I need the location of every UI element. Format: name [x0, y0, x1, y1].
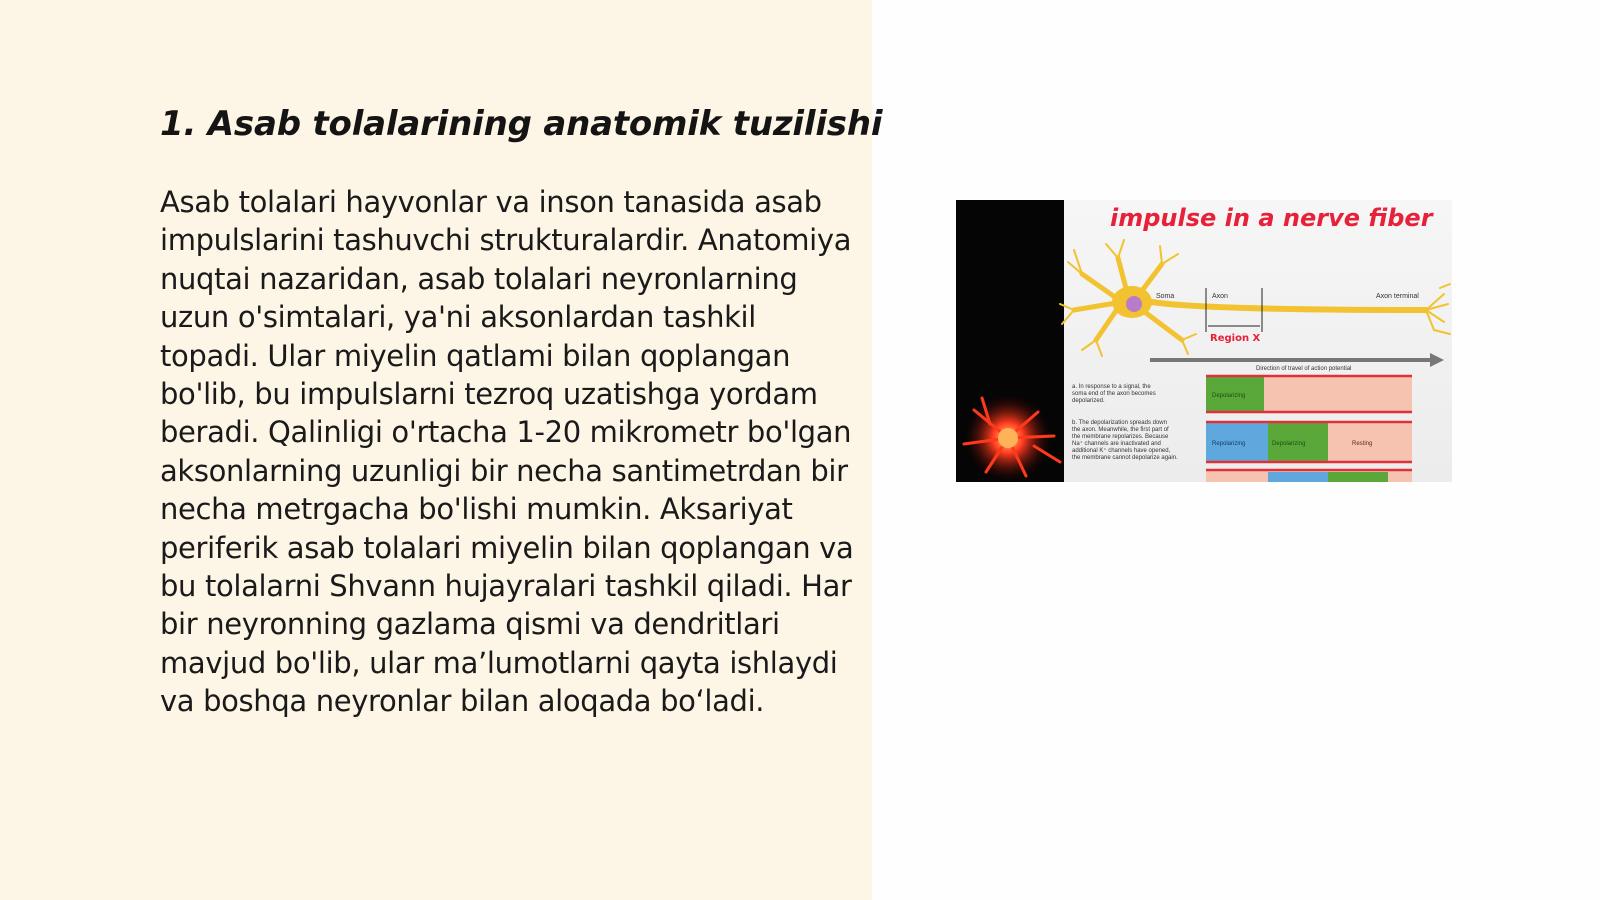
- label-region-x: Region X: [1210, 333, 1261, 344]
- neuron-nucleus: [1126, 296, 1142, 312]
- membrane-strip-c: [1206, 470, 1412, 482]
- nerve-impulse-figure: [956, 200, 1452, 482]
- state-depolarizing-a: Depolarizing: [1212, 393, 1246, 399]
- label-axon-terminal: Axon terminal: [1376, 293, 1419, 300]
- svg-text:the membrane repolarizes. Beca: the membrane repolarizes. Because: [1072, 434, 1169, 440]
- svg-text:b. The depolarization spreads: b. The depolarization spreads down: [1072, 420, 1167, 426]
- slide-body-text: Asab tolalari hayvonlar va inson tanasida asab impulslarini tashuvchi strukturalardir. Anatomiya nuqtai nazaridan, asab tolalari neyronlarning uzun o'simtalari, ya'ni aksonlardan tashkil topadi. Ular miyelin qatlami bilan qoplangan bo'lib, bu impulslarni tezroq uzatishga yordam beradi. Qalinligi o'rtacha 1-20 mikrometr bo'lgan aksonlarning uzunligi bir necha santimetrdan bir necha metrgacha bo'lishi mumkin. Aksariyat periferik asab tolalari miyelin bilan qoplangan va bu tolalarni Shvann hujayralari tashkil qiladi. Har bir neyronning gazlama qismi va dendritlari mavjud bo'lib, ular ma’lumotlarni qayta ishlaydi va boshqa neyronlar bilan aloqada bo‘ladi.: [160, 185, 854, 719]
- state-resting-b: Resting: [1352, 441, 1373, 447]
- label-soma: Soma: [1156, 293, 1175, 300]
- svg-text:depolarized.: depolarized.: [1072, 398, 1105, 404]
- svg-text:the axon. Meanwhile, the first: the axon. Meanwhile, the first part of: [1072, 427, 1169, 433]
- slide-title: 1. Asab tolalarining anatomik tuzilishi: [160, 104, 883, 144]
- direction-caption: Direction of travel of action potential: [1256, 366, 1352, 372]
- label-axon: Axon: [1212, 293, 1228, 300]
- svg-text:a. In response to a signal, th: a. In response to a signal, the: [1072, 384, 1151, 390]
- svg-text:additional K⁺ channels have op: additional K⁺ channels have opened,: [1072, 448, 1171, 454]
- state-repolarizing-b: Repolarizing: [1212, 441, 1246, 447]
- svg-text:Na⁺ channels are inactivated a: Na⁺ channels are inactivated and: [1072, 441, 1161, 447]
- svg-text:the membrane cannot depolarize: the membrane cannot depolarize again.: [1072, 455, 1178, 461]
- state-depolarizing-b: Depolarizing: [1272, 441, 1306, 447]
- figure-heading: impulse in a nerve fiber: [1110, 204, 1433, 232]
- svg-text:soma end of the axon becomes: soma end of the axon becomes: [1072, 391, 1156, 397]
